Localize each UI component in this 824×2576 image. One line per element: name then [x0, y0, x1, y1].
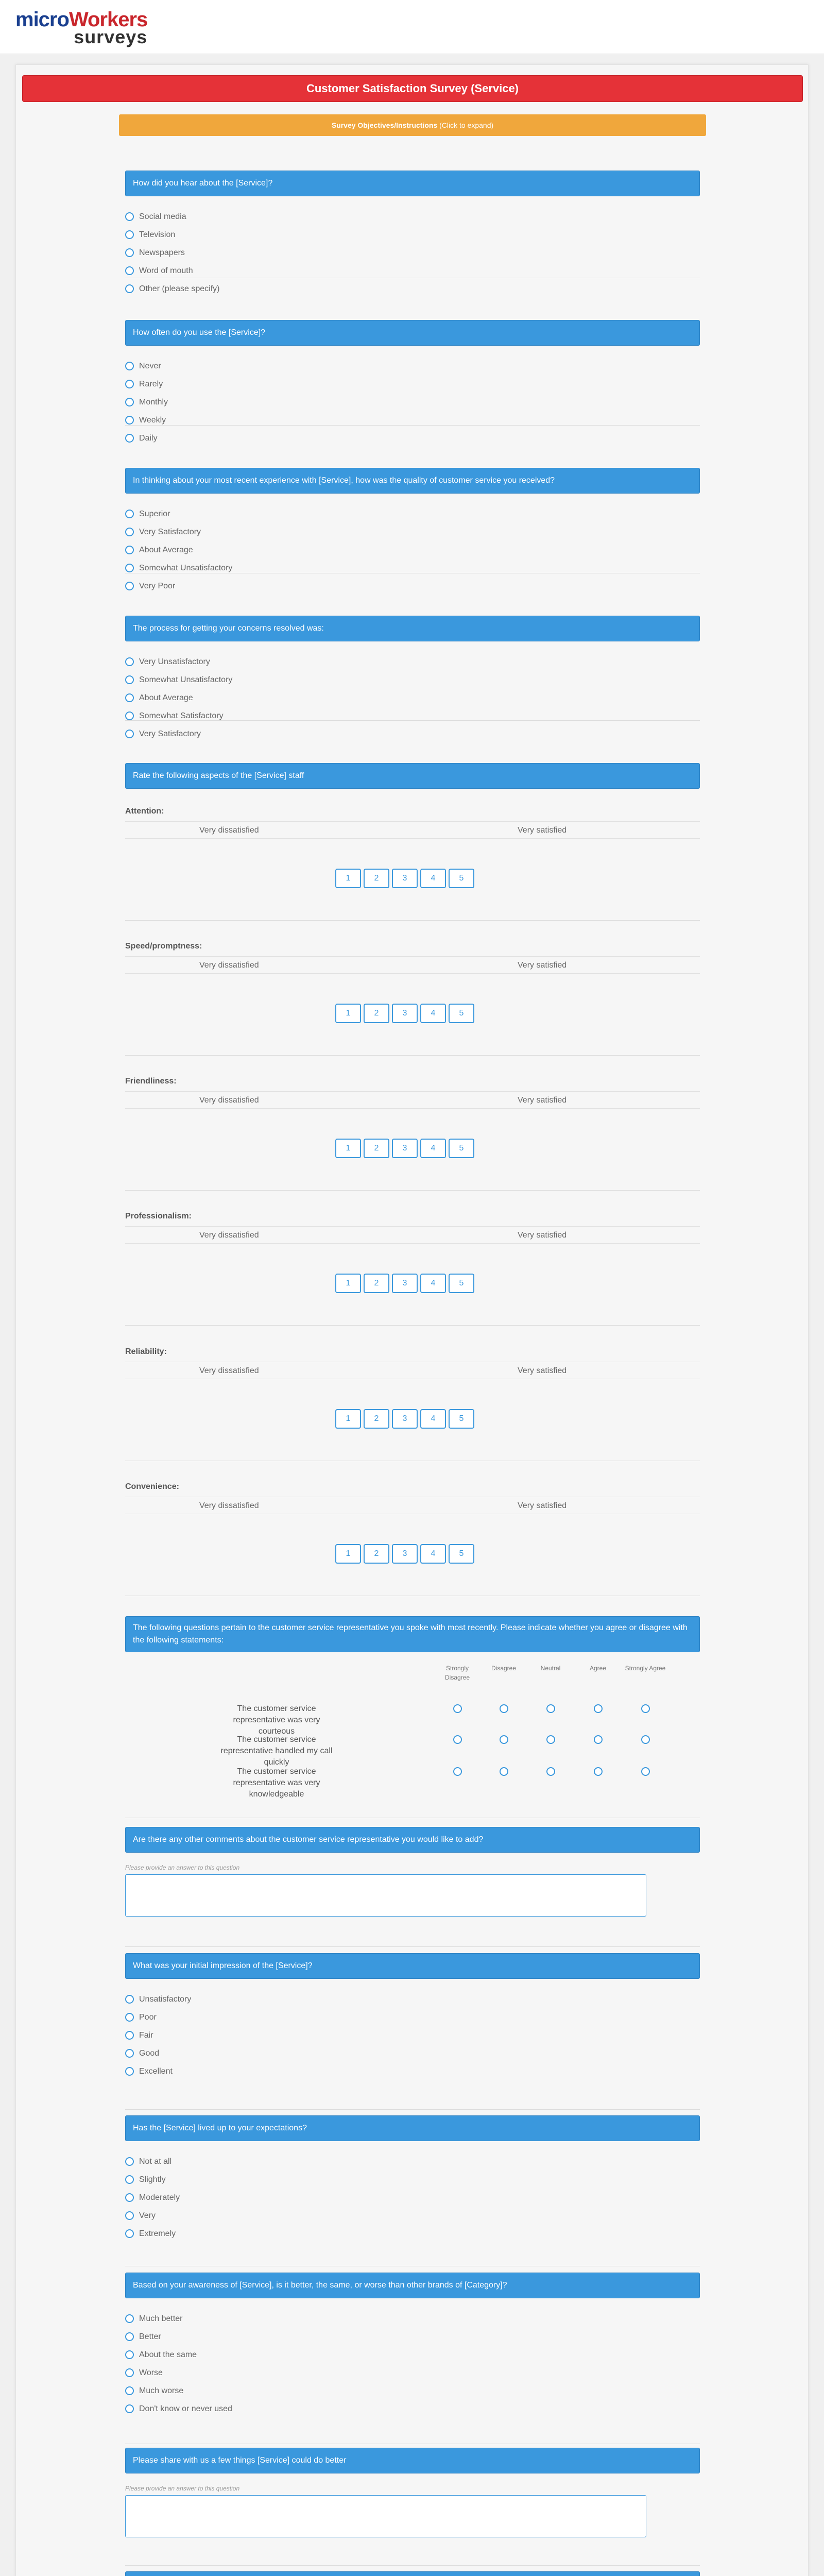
q1-option[interactable]	[125, 244, 700, 262]
q11-question: Please share with us a few things [Service] could do better	[125, 2448, 700, 2473]
high-label: Very satisfied	[518, 961, 567, 970]
logo-micro-text: micro	[15, 8, 69, 31]
rating-button-2[interactable]: 2	[364, 1409, 389, 1429]
option-label: About Average	[139, 693, 193, 702]
option-label: Rarely	[139, 379, 163, 388]
q8-options	[125, 1979, 700, 2080]
q1-option[interactable]	[125, 280, 700, 298]
rating-scale-ends	[125, 1091, 700, 1109]
q3-option[interactable]	[125, 505, 700, 523]
option-label: Very Satisfactory	[139, 527, 201, 536]
high-label: Very satisfied	[518, 1501, 567, 1510]
q9-question: Has the [Service] lived up to your expectations?	[125, 2115, 700, 2141]
rating-button-2[interactable]: 2	[364, 1139, 389, 1158]
radio-button[interactable]	[125, 230, 134, 239]
option-label: Much worse	[139, 2386, 184, 2395]
q7-textarea[interactable]	[125, 1874, 646, 1917]
q10-options	[125, 2298, 700, 2418]
rating-scale	[335, 1004, 474, 1023]
q2-option[interactable]	[125, 429, 700, 447]
radio-button[interactable]	[125, 675, 134, 684]
radio-button[interactable]	[125, 416, 134, 425]
q2-question: How often do you use the [Service]?	[125, 320, 700, 346]
divider	[125, 1190, 700, 1191]
q4-option[interactable]	[125, 725, 700, 743]
high-label: Very satisfied	[518, 1366, 567, 1375]
radio-button[interactable]	[125, 266, 134, 275]
radio-button[interactable]	[125, 2193, 134, 2202]
q10-option[interactable]	[125, 2346, 700, 2364]
q8-option[interactable]	[125, 2044, 700, 2062]
q11-hint: Please provide an answer to this question	[125, 2485, 240, 2492]
high-label: Very satisfied	[518, 1096, 567, 1105]
q9-option[interactable]	[125, 2207, 700, 2225]
rating-button-4[interactable]: 4	[420, 1274, 446, 1293]
q8-option[interactable]	[125, 1990, 700, 2008]
low-label: Very dissatisfied	[199, 826, 259, 835]
rating-button-5[interactable]: 5	[449, 1544, 474, 1564]
q10-option[interactable]	[125, 2328, 700, 2346]
rating-button-4[interactable]: 4	[420, 869, 446, 888]
microworkers-logo[interactable]	[15, 9, 147, 46]
option-label: About Average	[139, 545, 193, 554]
rating-button-5[interactable]: 5	[449, 1409, 474, 1429]
divider	[125, 2109, 700, 2110]
rating-aspect-title: Professionalism:	[125, 1212, 192, 1221]
rating-button-3[interactable]: 3	[392, 1544, 418, 1564]
radio-button[interactable]	[594, 1735, 603, 1744]
q6-block	[125, 1616, 700, 1799]
q4-option[interactable]	[125, 653, 700, 671]
option-label: Word of mouth	[139, 266, 193, 275]
rating-button-1[interactable]: 1	[335, 1544, 361, 1564]
option-label: Very Poor	[139, 581, 176, 590]
rating-button-4[interactable]: 4	[420, 1139, 446, 1158]
radio-button[interactable]	[546, 1735, 555, 1744]
divider	[125, 425, 700, 426]
rating-scale	[335, 1409, 474, 1429]
high-label: Very satisfied	[518, 826, 567, 835]
q10-option[interactable]	[125, 2310, 700, 2328]
radio-button[interactable]	[453, 1704, 462, 1713]
rating-button-3[interactable]: 3	[392, 1139, 418, 1158]
option-label: Weekly	[139, 415, 166, 425]
rating-scale-ends	[125, 821, 700, 839]
rating-aspect-title: Convenience:	[125, 1482, 179, 1491]
radio-button[interactable]	[500, 1704, 508, 1713]
rating-button-2[interactable]: 2	[364, 869, 389, 888]
q4-block	[125, 616, 700, 743]
q8-option[interactable]	[125, 2008, 700, 2026]
objectives-hint: (Click to expand)	[439, 121, 494, 129]
low-label: Very dissatisfied	[199, 1096, 259, 1105]
q10-option[interactable]	[125, 2364, 700, 2382]
radio-button[interactable]	[125, 2175, 134, 2184]
divider	[125, 720, 700, 721]
rating-button-1[interactable]: 1	[335, 869, 361, 888]
survey-title: Customer Satisfaction Survey (Service)	[22, 75, 803, 102]
option-label: Newspapers	[139, 248, 185, 257]
q10-option[interactable]	[125, 2382, 700, 2400]
radio-button[interactable]	[453, 1767, 462, 1776]
top-bar	[0, 0, 824, 54]
rating-button-4[interactable]: 4	[420, 1004, 446, 1023]
rating-scale	[335, 1139, 474, 1158]
low-label: Very dissatisfied	[199, 1366, 259, 1375]
radio-button[interactable]	[546, 1704, 555, 1713]
q10-block	[125, 2273, 700, 2418]
radio-button[interactable]	[125, 362, 134, 370]
rating-aspect-title: Attention:	[125, 807, 164, 816]
radio-button[interactable]	[125, 582, 134, 590]
rating-aspect-title: Reliability:	[125, 1347, 167, 1356]
radio-button[interactable]	[125, 693, 134, 702]
radio-button[interactable]	[125, 2350, 134, 2359]
q11-block	[125, 2448, 700, 2537]
matrix-column-header: Strongly Agree	[625, 1665, 666, 1672]
option-label: Unsatisfactory	[139, 1994, 192, 2004]
radio-button[interactable]	[594, 1767, 603, 1776]
option-label: Daily	[139, 433, 158, 443]
q4-question: The process for getting your concerns resolved was:	[125, 616, 700, 641]
rating-button-3[interactable]: 3	[392, 1409, 418, 1429]
q2-block	[125, 320, 700, 447]
matrix-column-header: Strongly Disagree	[444, 1665, 470, 1681]
q1-option[interactable]	[125, 208, 700, 226]
matrix-row-label: The customer service representative was very courteous	[233, 1704, 320, 1736]
radio-button[interactable]	[125, 2013, 134, 2022]
option-label: About the same	[139, 2350, 197, 2359]
q3-option[interactable]	[125, 523, 700, 541]
rating-button-4[interactable]: 4	[420, 1409, 446, 1429]
rating-scale-ends	[125, 1226, 700, 1244]
q3-option[interactable]	[125, 541, 700, 559]
radio-button[interactable]	[125, 711, 134, 720]
radio-button[interactable]	[125, 2211, 134, 2220]
low-label: Very dissatisfied	[199, 1231, 259, 1240]
objectives-toggle[interactable]	[119, 114, 706, 136]
q4-options	[125, 641, 700, 743]
option-label: Moderately	[139, 2193, 180, 2202]
q7-block	[125, 1827, 700, 1917]
radio-button[interactable]	[125, 2031, 134, 2040]
q2-option[interactable]	[125, 357, 700, 375]
rating-scale	[335, 1544, 474, 1564]
option-label: Much better	[139, 2314, 183, 2323]
q7-hint: Please provide an answer to this question	[125, 1864, 240, 1871]
q1-options	[125, 196, 700, 298]
option-label: Better	[139, 2332, 161, 2341]
q9-option[interactable]	[125, 2153, 700, 2171]
q7-question: Are there any other comments about the customer service representative you would like to add?	[125, 1827, 700, 1853]
q12-block	[125, 2571, 700, 2576]
option-label: Good	[139, 2048, 160, 2058]
radio-button[interactable]	[125, 380, 134, 388]
rating-button-2[interactable]: 2	[364, 1544, 389, 1564]
rating-button-3[interactable]: 3	[392, 1274, 418, 1293]
q3-options	[125, 494, 700, 595]
radio-button[interactable]	[500, 1767, 508, 1776]
q8-option[interactable]	[125, 2026, 700, 2044]
q3-option[interactable]	[125, 577, 700, 595]
option-label: Never	[139, 361, 161, 370]
q12-question	[125, 2571, 700, 2576]
option-label: Somewhat Unsatisfactory	[139, 563, 233, 572]
radio-button[interactable]	[641, 1704, 650, 1713]
radio-button[interactable]	[641, 1735, 650, 1744]
rating-scale	[335, 869, 474, 888]
radio-button[interactable]	[125, 212, 134, 221]
matrix-row-label: The customer service representative was very knowledgeable	[233, 1767, 320, 1799]
divider	[125, 1946, 700, 1947]
option-label: Fair	[139, 2030, 153, 2040]
radio-button[interactable]	[125, 2067, 134, 2076]
option-label: Television	[139, 230, 176, 239]
rating-scale	[335, 1274, 474, 1293]
matrix-column-header: Neutral	[540, 1665, 561, 1672]
radio-button[interactable]	[125, 657, 134, 666]
option-label: Poor	[139, 2012, 157, 2022]
matrix-column-header: Disagree	[491, 1665, 517, 1672]
q9-option[interactable]	[125, 2225, 700, 2243]
radio-button[interactable]	[125, 2386, 134, 2395]
q9-option[interactable]	[125, 2171, 700, 2189]
logo-workers-text: Workers	[68, 8, 148, 31]
divider	[125, 1325, 700, 1326]
option-label: Monthly	[139, 397, 168, 406]
option-label: Very Unsatisfactory	[139, 657, 210, 666]
high-label: Very satisfied	[518, 1231, 567, 1240]
option-label: Don't know or never used	[139, 2404, 232, 2413]
q2-option[interactable]	[125, 375, 700, 393]
radio-button[interactable]	[125, 248, 134, 257]
q4-option[interactable]	[125, 689, 700, 707]
option-label: Social media	[139, 212, 186, 221]
rating-button-5[interactable]: 5	[449, 1139, 474, 1158]
q1-option[interactable]	[125, 262, 700, 280]
low-label: Very dissatisfied	[199, 961, 259, 970]
q1-option[interactable]	[125, 226, 700, 244]
radio-button[interactable]	[125, 434, 134, 443]
radio-button[interactable]	[125, 564, 134, 572]
radio-button[interactable]	[594, 1704, 603, 1713]
option-label: Very	[139, 2211, 156, 2220]
q3-option[interactable]	[125, 559, 700, 577]
q4-option[interactable]	[125, 707, 700, 725]
matrix-column-header: Agree	[589, 1665, 607, 1672]
survey-card	[15, 64, 809, 2576]
rating-button-1[interactable]: 1	[335, 1409, 361, 1429]
radio-button[interactable]	[546, 1767, 555, 1776]
rating-button-3[interactable]: 3	[392, 1004, 418, 1023]
radio-button[interactable]	[641, 1767, 650, 1776]
q3-question: In thinking about your most recent experience with [Service], how was the quality of customer service you received?	[125, 468, 700, 494]
q3-block	[125, 468, 700, 595]
option-label: Excellent	[139, 2066, 173, 2076]
option-label: Somewhat Satisfactory	[139, 711, 224, 720]
rating-scale-ends	[125, 1362, 700, 1379]
q10-question: Based on your awareness of [Service], is it better, the same, or worse than other brands of [Category]?	[125, 2273, 700, 2298]
radio-button[interactable]	[125, 2314, 134, 2323]
radio-button[interactable]	[125, 284, 134, 293]
rating-aspect-title: Friendliness:	[125, 1077, 177, 1086]
q2-option[interactable]	[125, 411, 700, 429]
rating-scale-ends	[125, 1497, 700, 1514]
rating-button-5[interactable]: 5	[449, 1274, 474, 1293]
radio-button[interactable]	[125, 398, 134, 406]
q8-question: What was your initial impression of the [Service]?	[125, 1953, 700, 1979]
option-label: Somewhat Unsatisfactory	[139, 675, 233, 684]
divider	[125, 920, 700, 921]
rating-button-2[interactable]: 2	[364, 1004, 389, 1023]
q9-option[interactable]	[125, 2189, 700, 2207]
rating-scale-ends	[125, 956, 700, 974]
q1-block	[125, 171, 700, 298]
q5-question: Rate the following aspects of the [Service] staff	[125, 763, 700, 789]
q11-textarea[interactable]	[125, 2495, 646, 2537]
q5-block	[125, 763, 700, 789]
logo-surveys-text: surveys	[74, 26, 148, 47]
rating-button-1[interactable]: 1	[335, 1274, 361, 1293]
rating-button-1[interactable]: 1	[335, 1004, 361, 1023]
q8-block	[125, 1953, 700, 2080]
radio-button[interactable]	[125, 2332, 134, 2341]
rating-button-4[interactable]: 4	[420, 1544, 446, 1564]
divider	[125, 2565, 700, 2566]
low-label: Very dissatisfied	[199, 1501, 259, 1510]
radio-button[interactable]	[125, 1995, 134, 2004]
rating-button-5[interactable]: 5	[449, 869, 474, 888]
divider	[125, 1055, 700, 1056]
matrix-row-label: The customer service representative handled my call quickly	[220, 1735, 333, 1767]
rating-button-3[interactable]: 3	[392, 869, 418, 888]
objectives-label: Survey Objectives/Instructions	[331, 121, 438, 129]
radio-button[interactable]	[125, 528, 134, 536]
radio-button[interactable]	[125, 546, 134, 554]
rating-button-2[interactable]: 2	[364, 1274, 389, 1293]
q2-option[interactable]	[125, 393, 700, 411]
radio-button[interactable]	[500, 1735, 508, 1744]
radio-button[interactable]	[125, 510, 134, 518]
q9-options	[125, 2141, 700, 2243]
option-label: Superior	[139, 509, 170, 518]
q4-option[interactable]	[125, 671, 700, 689]
option-label: Extremely	[139, 2229, 176, 2238]
radio-button[interactable]	[125, 2157, 134, 2166]
option-label: Slightly	[139, 2175, 166, 2184]
q6-question: The following questions pertain to the customer service representative you spoke with most recently. Please indicate whether you agree or disagree with the following statements:	[125, 1616, 700, 1652]
radio-button[interactable]	[125, 730, 134, 738]
rating-button-1[interactable]: 1	[335, 1139, 361, 1158]
rating-aspect-title: Speed/promptness:	[125, 942, 202, 951]
rating-button-5[interactable]: 5	[449, 1004, 474, 1023]
radio-button[interactable]	[125, 2404, 134, 2413]
q2-options	[125, 346, 700, 447]
option-label: Worse	[139, 2368, 163, 2377]
q10-option[interactable]	[125, 2400, 700, 2418]
option-label: Very Satisfactory	[139, 729, 201, 738]
option-label: Not at all	[139, 2157, 172, 2166]
radio-button[interactable]	[125, 2229, 134, 2238]
radio-button[interactable]	[453, 1735, 462, 1744]
q8-option[interactable]	[125, 2062, 700, 2080]
q9-block	[125, 2115, 700, 2243]
radio-button[interactable]	[125, 2049, 134, 2058]
q1-question: How did you hear about the [Service]?	[125, 171, 700, 196]
radio-button[interactable]	[125, 2368, 134, 2377]
option-label: Other (please specify)	[139, 284, 220, 293]
